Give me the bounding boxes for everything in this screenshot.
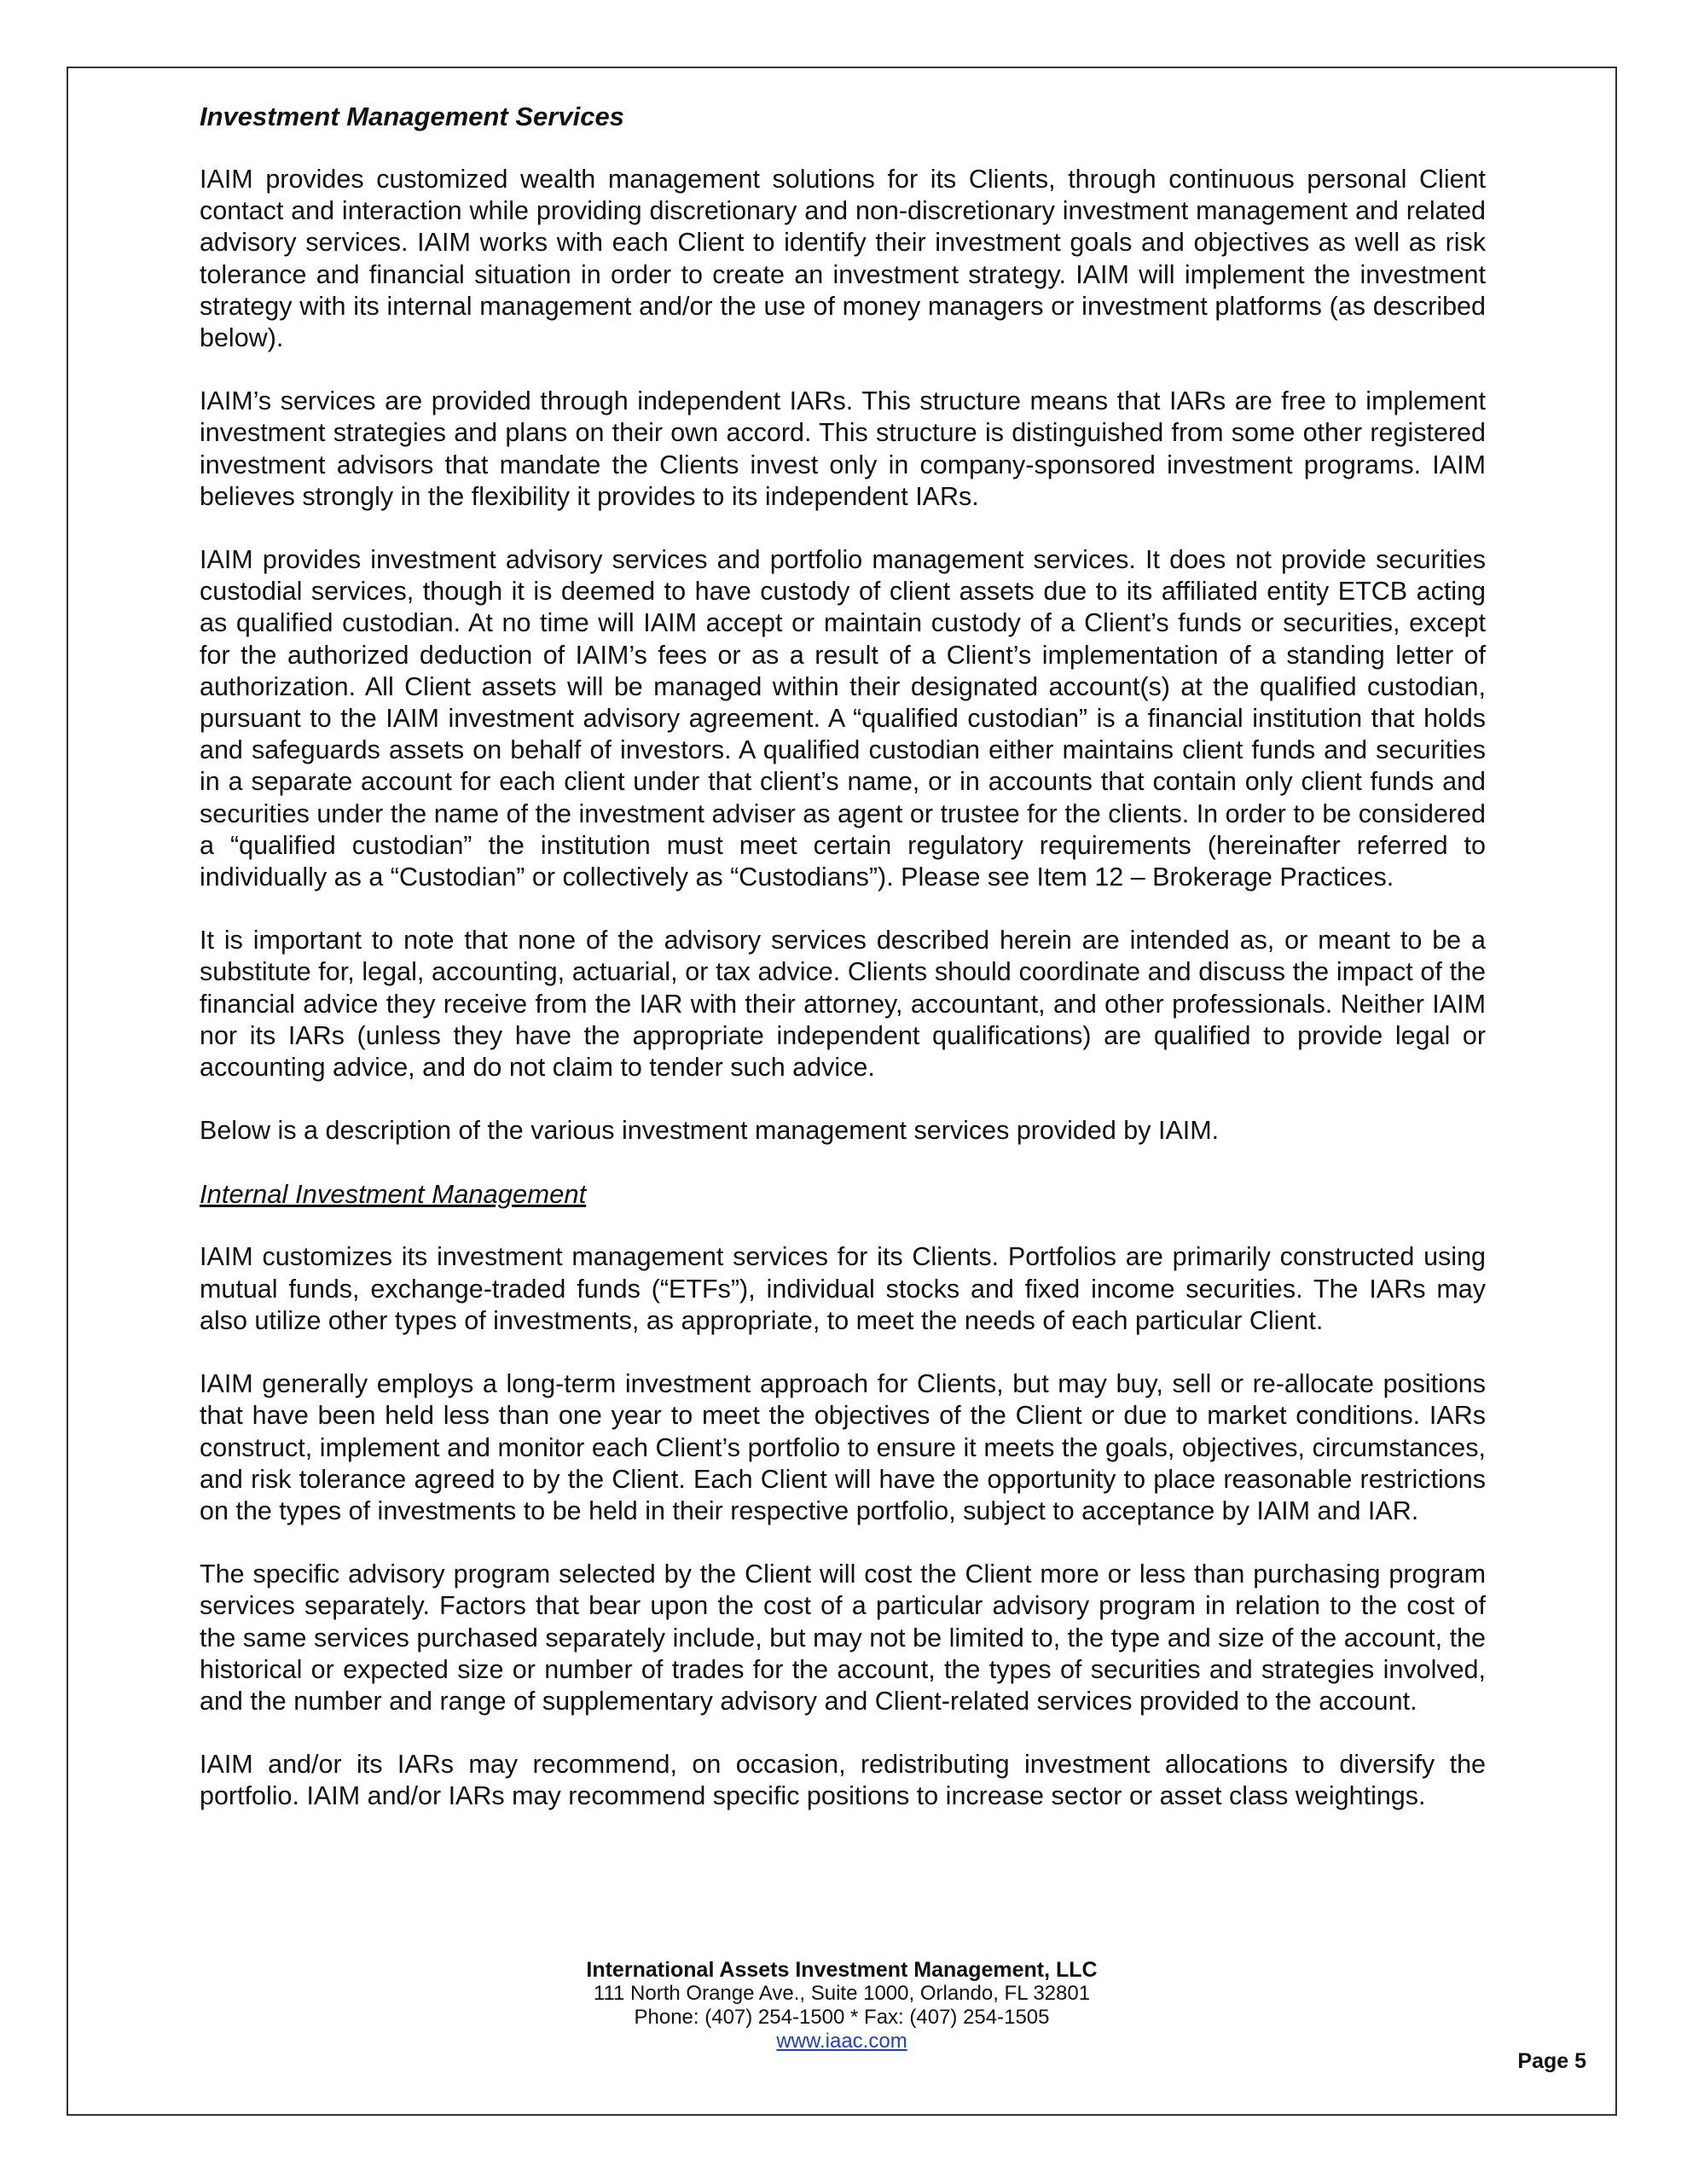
paragraph-custody: IAIM provides investment advisory services and portfolio management services. It does not provide securities custodial services, though it is deemed to have custody of client assets due to its affiliated entity ETCB acting as qualified custodian. At no time will IAIM accept or maintain custody of a Client’s funds or securities, except for the authorized deduction of IAIM’s fees or as a result of a Client’s implementation of a standing letter of authorization. All Client assets will be managed within their designated account(s) at the qualified custodian, pursuant to the IAIM investment advisory agreement. A “qualified custodian” is a financial institution that holds and safeguards assets on behalf of investors. A qualified custodian either maintains client funds and securities in a separate account for each client under that client’s name, or in accounts that contain only client funds and securities under the name of the investment adviser as agent or trustee for the clients. In order to be considered a “qualified custodian” the institution must meet certain regulatory requirements (hereinafter referred to individually as a “Custodian” or collectively as “Custodians”). Please see Item 12 – Brokerage Practices.: [200, 545, 1486, 892]
paragraph-customizes: IAIM customizes its investment management services for its Clients. Portfolios are primarily constructed using mutual funds, exchange-traded funds (“ETFs”), individual stocks and fixed income securities. The IARs may also utilize other types of investments, as appropriate, to meet the needs of each particular Client.: [200, 1242, 1486, 1335]
paragraph-overview: IAIM provides customized wealth management solutions for its Clients, through continuous personal Client contact and interaction while providing discretionary and non-discretionary investment management and related advisory services. IAIM works with each Client to identify their investment goals and objectives as well as risk tolerance and financial situation in order to create an investment strategy. IAIM will implement the investment strategy with its internal management and/or the use of money managers or investment platforms (as described below).: [200, 165, 1486, 353]
section-title: Investment Management Services: [200, 102, 624, 131]
footer-website-link[interactable]: www.iaac.com: [776, 2030, 907, 2053]
paragraph-program-cost: The specific advisory program selected by the Client will cost the Client more or less than purchasing program services separately. Factors that bear upon the cost of a particular advisory program in relation to the cost of the same services purchased separately include, but may not be limited to, the type and size of the account, the historical or expected size or number of trades for the account, the types of securities and strategies involved, and the number and range of supplementary advisory and Client-related services provided to the account.: [200, 1560, 1486, 1716]
page-number: Page 5: [1517, 2049, 1586, 2073]
paragraph-intro-services: Below is a description of the various investment management services provided by IAIM.: [200, 1116, 1220, 1146]
subheading-internal-management: Internal Investment Management: [200, 1179, 587, 1210]
paragraph-long-term: IAIM generally employs a long-term investment approach for Clients, but may buy, sell or re-allocate positions that have been held less than one year to meet the objectives of the Client or due to market conditions. IARs construct, implement and monitor each Client’s portfolio to ensure it meets the goals, objectives, circumstances, and risk tolerance agreed to by the Client. Each Client will have the opportunity to place reasonable restrictions on the types of investments to be held in their respective portfolio, subject to acceptance by IAIM and IAR.: [200, 1369, 1486, 1525]
paragraph-disclaimer: It is important to note that none of the advisory services described herein are intended as, or meant to be a substitute for, legal, accounting, actuarial, or tax advice. Clients should coordinate and discuss the impact of the financial advice they receive from the IAR with their attorney, accountant, and other professionals. Neither IAIM nor its IARs (unless they have the appropriate independent qualifications) are qualified to provide legal or accounting advice, and do not claim to tender such advice.: [200, 926, 1486, 1083]
footer-address: 111 North Orange Ave., Suite 1000, Orlando, FL 32801: [593, 1982, 1091, 2005]
page-footer: [67, 1958, 1617, 2053]
footer-phone: Phone: (407) 254-1500 * Fax: (407) 254-1505: [634, 2006, 1050, 2029]
document-body: [200, 101, 1486, 1844]
footer-company-name: International Assets Investment Management, LLC: [586, 1958, 1098, 1982]
paragraph-independent-iars: IAIM’s services are provided through independent IARs. This structure means that IARs are free to implement investment strategies and plans on their own accord. This structure is distinguished from some other registered investment advisors that mandate the Clients invest only in company-sponsored investment programs. IAIM believes strongly in the flexibility it provides to its independent IARs.: [200, 386, 1486, 511]
paragraph-reallocation: IAIM and/or its IARs may recommend, on occasion, redistributing investment allocations to diversify the portfolio. IAIM and/or IARs may recommend specific positions to increase sector or asset class weightings.: [200, 1750, 1486, 1811]
